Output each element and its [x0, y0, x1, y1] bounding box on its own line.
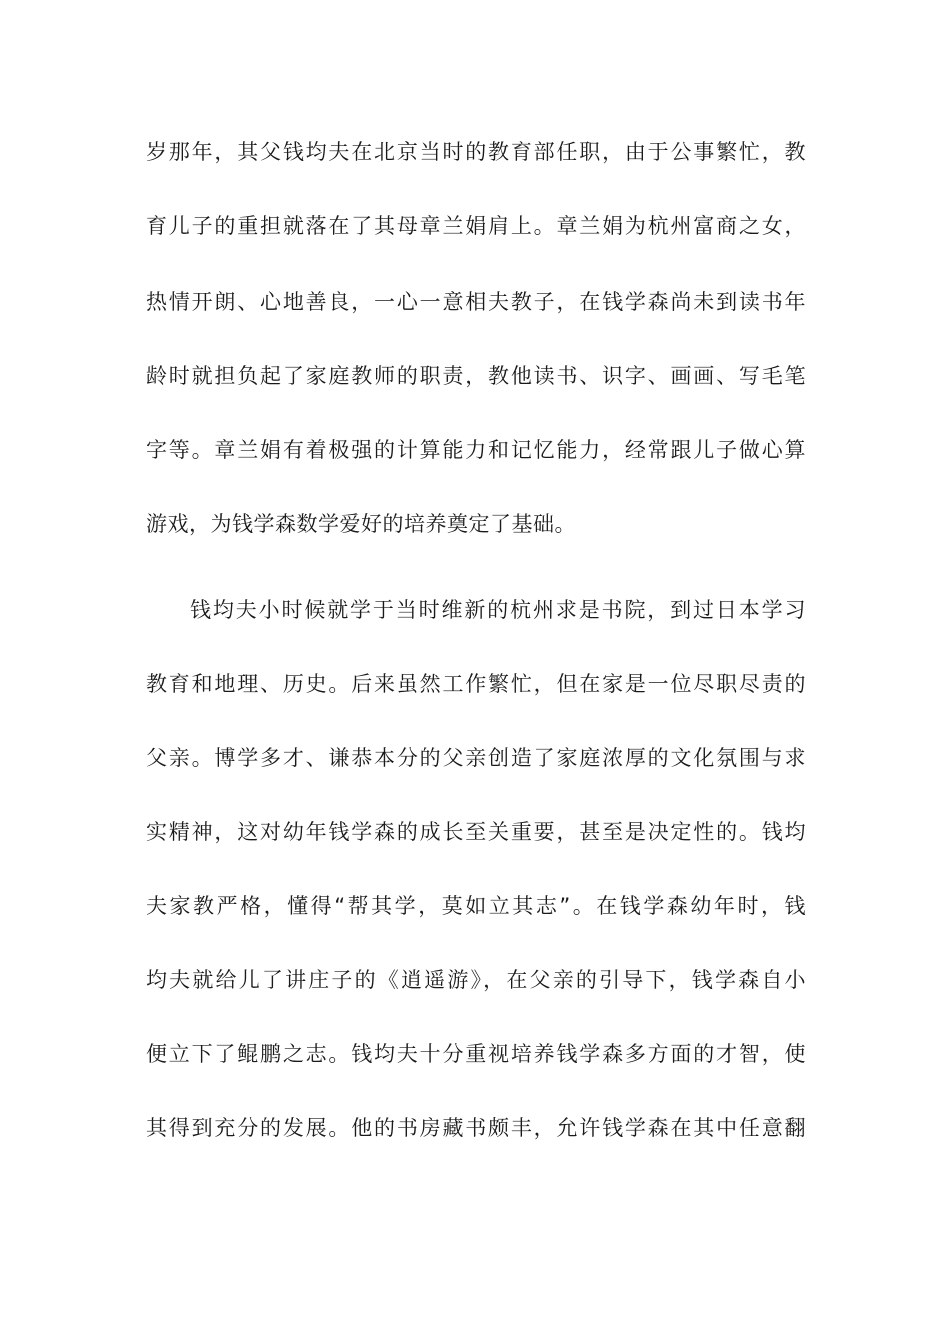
- paragraph-1-line-5: 字等。章兰娟有着极强的计算能力和记忆能力，经常跟儿子做心算: [146, 438, 806, 462]
- paragraph-2-line-2: 教育和地理、历史。后来虽然工作繁忙，但在家是一位尽职尽责的: [146, 672, 806, 696]
- paragraph-2-line-7: 便立下了鲲鹏之志。钱均夫十分重视培养钱学森多方面的才智，使: [146, 1042, 806, 1066]
- paragraph-2-line-5: 夫家教严格，懂得“帮其学，莫如立其志”。在钱学森幼年时，钱: [146, 894, 806, 918]
- paragraph-1-line-6: 游戏，为钱学森数学爱好的培养奠定了基础。: [146, 512, 576, 536]
- paragraph-2-line-4: 实精神，这对幼年钱学森的成长至关重要，甚至是决定性的。钱均: [146, 820, 806, 844]
- paragraph-1-line-2: 育儿子的重担就落在了其母章兰娟肩上。章兰娟为杭州富商之女，: [146, 214, 806, 238]
- paragraph-1-line-1: 岁那年，其父钱均夫在北京当时的教育部任职，由于公事繁忙，教: [146, 140, 806, 164]
- paragraph-2-line-8: 其得到充分的发展。他的书房藏书颇丰，允许钱学森在其中任意翻: [146, 1116, 806, 1140]
- paragraph-1-line-4: 龄时就担负起了家庭教师的职责，教他读书、识字、画画、写毛笔: [146, 364, 806, 388]
- paragraph-2-line-1: 钱均夫小时候就学于当时维新的杭州求是书院，到过日本学习: [190, 598, 806, 622]
- paragraph-2-line-3: 父亲。博学多才、谦恭本分的父亲创造了家庭浓厚的文化氛围与求: [146, 746, 806, 770]
- paragraph-2-line-6: 均夫就给儿了讲庄子的《逍遥游》，在父亲的引导下，钱学森自小: [146, 968, 806, 992]
- paragraph-1-line-3: 热情开朗、心地善良，一心一意相夫教子，在钱学森尚未到读书年: [146, 290, 806, 314]
